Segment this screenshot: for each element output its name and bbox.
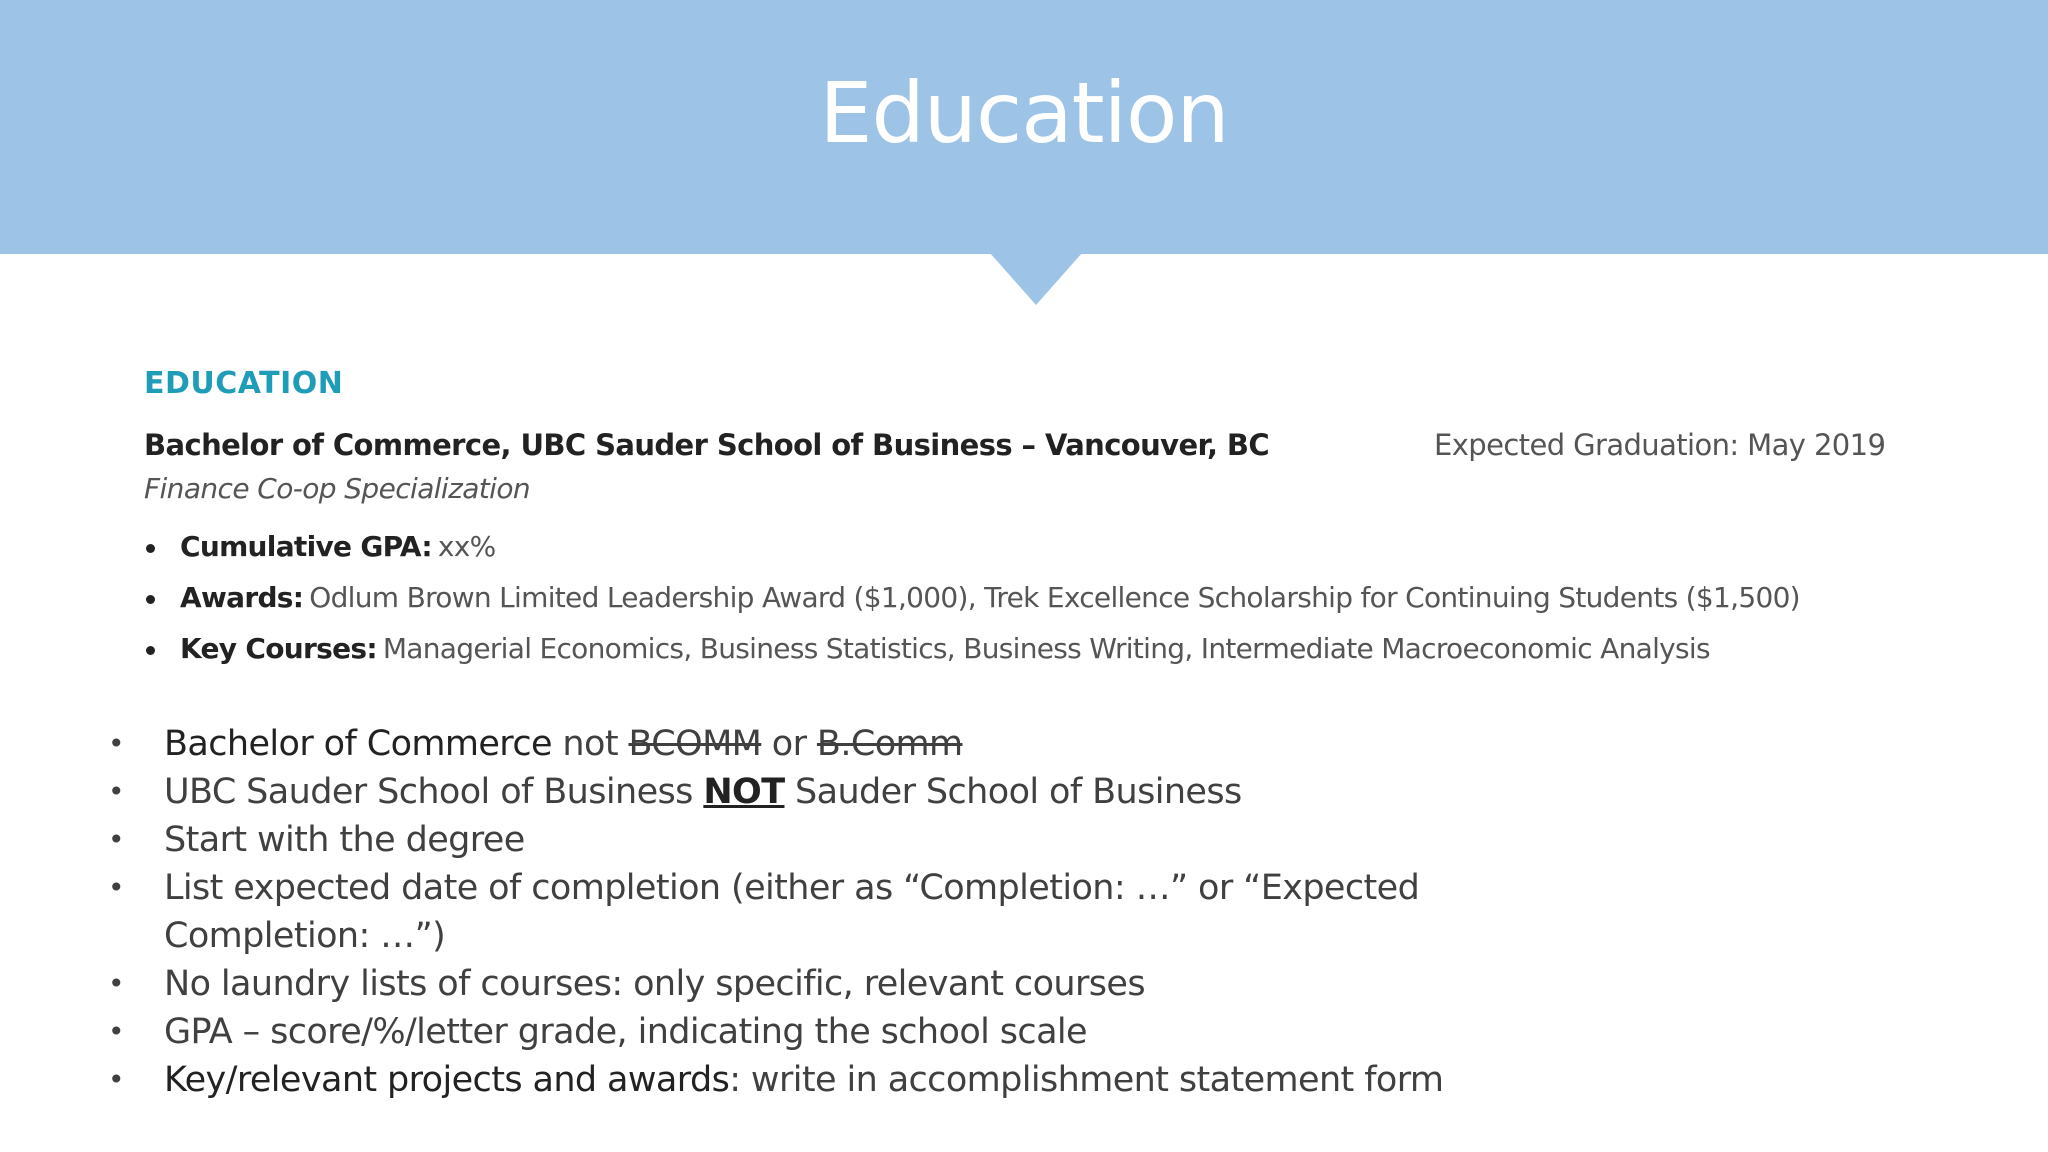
note-emphasis: Bachelor of Commerce <box>164 724 552 764</box>
resume-details-list <box>144 530 1800 683</box>
note-text: No laundry lists of courses: only specific, relevant courses <box>164 964 1145 1004</box>
note-bullet: • <box>108 967 124 1000</box>
bullet-dot <box>146 646 155 655</box>
note-bullet: • <box>108 871 124 904</box>
note-item <box>104 816 1464 864</box>
resume-item-label: Cumulative GPA: <box>180 530 432 563</box>
note-item <box>104 864 1464 960</box>
graduation-date: Expected Graduation: May 2019 <box>1434 428 1886 462</box>
note-emphasis: Key/relevant projects and awards <box>164 1060 730 1100</box>
note-item <box>104 720 1464 768</box>
banner-pointer <box>990 253 1082 305</box>
degree-line: Bachelor of Commerce, UBC Sauder School of Business – Vancouver, BC <box>144 428 1270 462</box>
note-text: : write in accomplishment statement form <box>729 1060 1444 1100</box>
notes-list <box>104 720 1464 1104</box>
bullet-dot <box>146 544 155 553</box>
note-text: Start with the degree <box>164 820 525 860</box>
resume-item-label: Key Courses: <box>180 632 377 665</box>
specialization: Finance Co-op Specialization <box>144 472 531 505</box>
note-item <box>104 960 1464 1008</box>
note-text: UBC Sauder School of Business <box>164 772 704 812</box>
note-item <box>104 768 1464 816</box>
note-bullet: • <box>108 1015 124 1048</box>
resume-section-heading: EDUCATION <box>144 366 344 401</box>
resume-item-text: Managerial Economics, Business Statistics, Business Writing, Intermediate Macroeconomic Analysis <box>382 632 1710 665</box>
note-item <box>104 1056 1464 1104</box>
note-bullet: • <box>108 727 124 760</box>
note-strikethrough: B.Comm <box>816 724 963 764</box>
note-text: Sauder School of Business <box>784 772 1242 812</box>
resume-item-label: Awards: <box>180 581 304 614</box>
resume-item-gpa <box>144 530 1800 581</box>
resume-item-awards <box>144 581 1800 632</box>
note-text: GPA – score/%/letter grade, indicating the school scale <box>164 1012 1087 1052</box>
note-bullet: • <box>108 823 124 856</box>
note-text: not <box>551 724 629 764</box>
bullet-dot <box>146 595 155 604</box>
note-strikethrough: BCOMM <box>628 724 762 764</box>
note-text: or <box>761 724 817 764</box>
resume-item-text: Odlum Brown Limited Leadership Award ($1,000), Trek Excellence Scholarship for Continuing Students ($1,500) <box>309 581 1800 614</box>
note-text: List expected date of completion (either as “Completion: …” or “Expected Completion: …”) <box>164 868 1420 956</box>
note-item <box>104 1008 1464 1056</box>
resume-item-text: xx% <box>437 530 496 563</box>
note-bullet: • <box>108 1063 124 1096</box>
resume-item-courses <box>144 632 1800 683</box>
note-bullet: • <box>108 775 124 808</box>
slide-title: Education <box>819 64 1229 162</box>
note-underlined: NOT <box>703 772 785 812</box>
